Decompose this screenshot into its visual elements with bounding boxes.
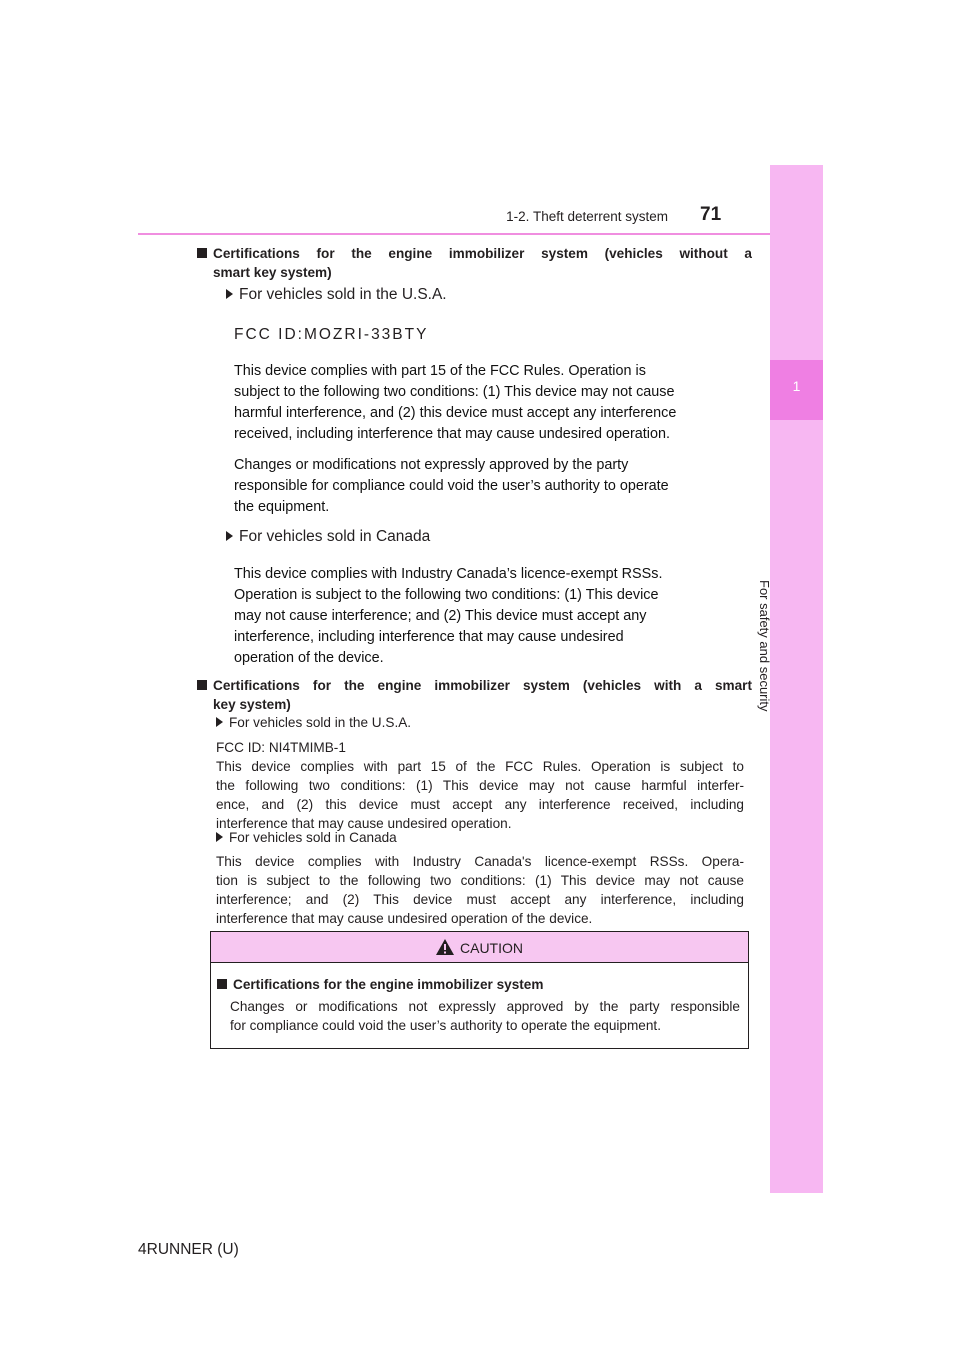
chapter-side-tab	[770, 165, 823, 1193]
caution-body	[230, 997, 740, 1035]
fcc-line: subject to the following two conditions: (1) This device may not cause	[234, 384, 675, 400]
section2-heading-line1: Certifications for the engine immobilizer system (vehicles with a smart	[213, 678, 752, 693]
caution-body-line1: Changes or modifications not expressly approved by the party responsible	[230, 999, 740, 1014]
section2-heading	[197, 676, 752, 714]
chapter-number: 1	[792, 378, 801, 394]
section2-canada-label	[216, 828, 397, 847]
section1-usa-label	[226, 284, 447, 305]
section2-usa-label-text: For vehicles sold in the U.S.A.	[229, 715, 412, 730]
caution-heading	[217, 975, 543, 994]
triangle-bullet-icon	[216, 717, 223, 727]
fcc-modification-image	[234, 455, 714, 518]
section1-canada-label	[226, 526, 430, 547]
fcc-line: This device complies with part 15 of the FCC Rules. Operation is	[234, 363, 646, 379]
square-bullet-icon	[217, 979, 227, 989]
fcc-mod-line: the equipment.	[234, 499, 330, 515]
ic-line: interference, including interference that may cause undesired	[234, 629, 624, 645]
canada-text-line: interference that may cause undesired operation of the device.	[216, 911, 593, 926]
fcc-mod-line: Changes or modifications not expressly approved by the party	[234, 457, 629, 473]
section2-heading-line2: key system)	[213, 697, 291, 712]
usa-text-line: This device complies with part 15 of the FCC Rules. Operation is subject to	[216, 759, 744, 774]
fcc-line: received, including interference that may cause undesired operation.	[234, 426, 670, 442]
section2-usa-text	[216, 738, 744, 833]
fcc-statement-image	[234, 361, 714, 445]
fcc-line: harmful interference, and (2) this device must accept any interference	[234, 405, 677, 421]
caution-body-line2: for compliance could void the user’s authority to operate the equipment.	[230, 1018, 661, 1033]
section1-usa-label-text: For vehicles sold in the U.S.A.	[239, 286, 447, 303]
section-title: 1-2. Theft deterrent system	[506, 209, 668, 224]
canada-text-line: interference; and (2) This device must accept any interference, including	[216, 892, 744, 907]
section1-heading-line2: smart key system)	[213, 265, 332, 280]
ic-line: operation of the device.	[234, 650, 384, 666]
triangle-bullet-icon	[226, 289, 233, 299]
caution-label-text: CAUTION	[460, 940, 523, 956]
section1-heading-line1: Certifications for the engine immobilizer system (vehicles without a	[213, 246, 752, 261]
chapter-label	[757, 450, 794, 712]
caution-heading-text: Certifications for the engine immobilizer system	[233, 977, 544, 992]
ic-line: Operation is subject to the following two conditions: (1) This device	[234, 587, 659, 603]
square-bullet-icon	[197, 680, 207, 690]
triangle-bullet-icon	[226, 531, 233, 541]
chapter-label-text: For safety and security	[757, 580, 772, 712]
section2-usa-label	[216, 713, 411, 732]
section2-canada-label-text: For vehicles sold in Canada	[229, 830, 397, 845]
caution-label	[211, 939, 748, 956]
usa-text-line: ence, and (2) this device must accept any interference received, including	[216, 797, 744, 812]
page-number: 71	[700, 204, 722, 225]
ic-statement-image	[234, 564, 714, 669]
usa-text-line: the following two conditions: (1) This device may not cause harmful interfer-	[216, 778, 744, 793]
usa-text-line: interference that may cause undesired operation.	[216, 816, 512, 831]
section1-canada-label-text: For vehicles sold in Canada	[239, 528, 431, 545]
ic-line: may not cause interference; and (2) This device must accept any	[234, 608, 647, 624]
triangle-bullet-icon	[216, 832, 223, 842]
fcc-mod-line: responsible for compliance could void the user’s authority to operate	[234, 478, 669, 494]
header-rule	[138, 233, 823, 235]
footer-model: 4RUNNER (U)	[138, 1241, 239, 1258]
square-bullet-icon	[197, 248, 207, 258]
section2-canada-text	[216, 852, 744, 928]
fcc-id-image-text: FCC ID:MOZRI-33BTY	[234, 326, 429, 343]
canada-text-line: tion is subject to the following two conditions: (1) This device may not cause	[216, 873, 744, 888]
warning-triangle-icon	[436, 939, 454, 955]
ic-line: This device complies with Industry Canada’s licence-exempt RSSs.	[234, 566, 663, 582]
canada-text-line: This device complies with Industry Canada's licence-exempt RSSs. Opera-	[216, 854, 744, 869]
caution-header	[211, 932, 748, 963]
section1-heading	[197, 244, 752, 282]
usa-text-line: FCC ID: NI4TMIMB-1	[216, 740, 346, 755]
